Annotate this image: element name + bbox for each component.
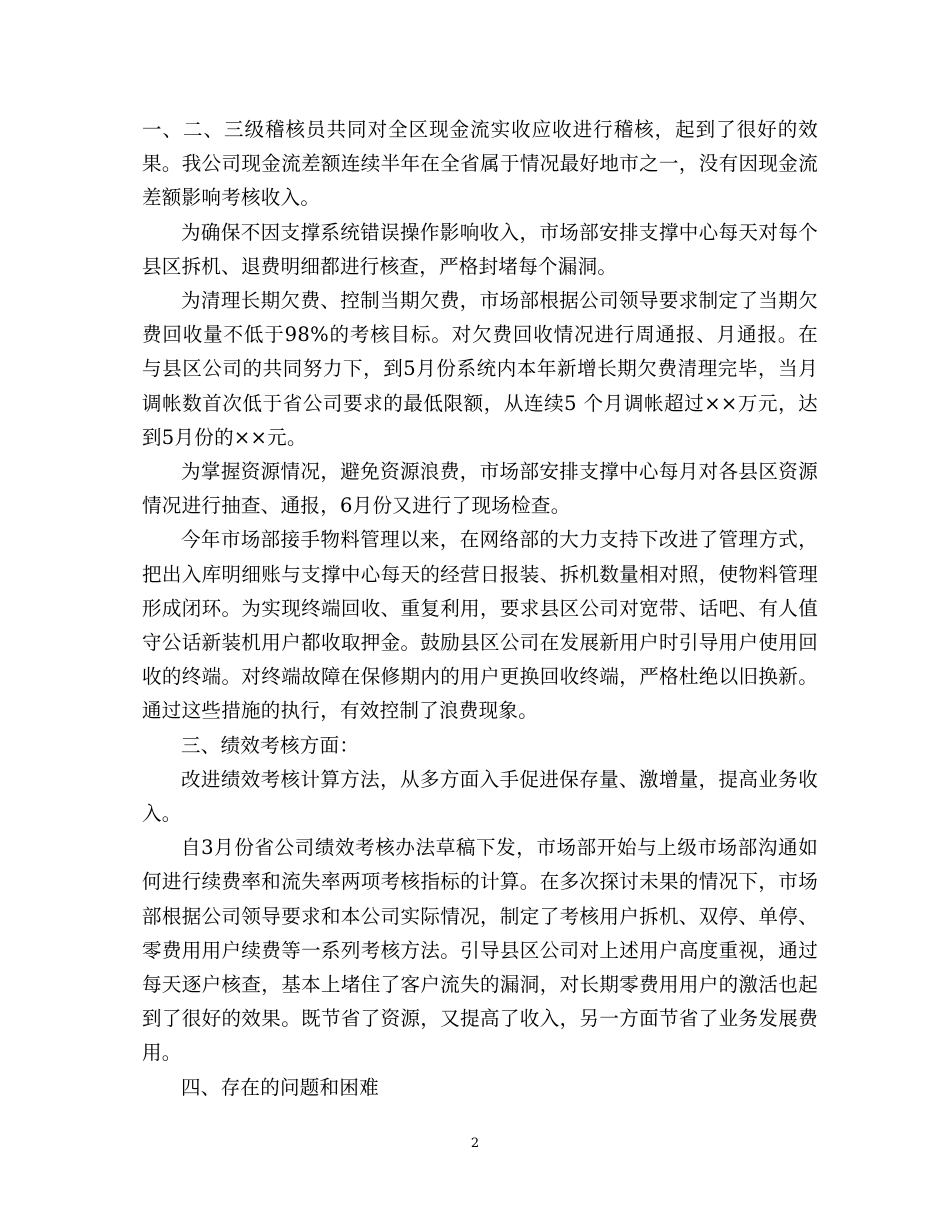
paragraph-0: 一、二、三级稽核员共同对全区现金流实收应收进行稽核，起到了很好的效果。我公司现金流差额连续半年在全省属于情况最好地市之一，没有因现金流差额影响考核收入。 xyxy=(142,118,818,210)
document-body xyxy=(142,113,818,1105)
paragraph-2: 为清理长期欠费、控制当期欠费，市场部根据公司领导要求制定了当期欠费回收量不低于98%的考核目标。对欠费回收情况进行周通报、月通报。在与县区公司的共同努力下，到5月份系统内本年新增长期欠费清理完毕，当月调帐数首次低于省公司要求的最低限额，从连续5 个月调帐超过××万元，达到5月份的××元。 xyxy=(142,289,818,449)
section-heading-performance: 三、绩效考核方面： xyxy=(181,733,360,757)
page-number: 2 xyxy=(470,1136,480,1151)
section-heading-problems: 四、存在的问题和困难 xyxy=(181,1075,380,1099)
paragraph-3: 为掌握资源情况，避免资源浪费，市场部安排支撑中心每月对各县区资源情况进行抽查、通报，6月份又进行了现场检查。 xyxy=(142,460,818,518)
paragraph-6: 改进绩效考核计算方法，从多方面入手促进保存量、激增量，提高业务收入。 xyxy=(142,767,818,826)
paragraph-7: 自3月份省公司绩效考核办法草稿下发，市场部开始与上级市场部沟通如何进行续费率和流失率两项考核指标的计算。在多次探讨未果的情况下，市场部根据公司领导要求和本公司实际情况，制定了考核用户拆机、双停、单停、零费用用户续费等一系列考核方法。引导县区公司对上述用户高度重视，通过每天逐户核查，基本上堵住了客户流失的漏洞，对长期零费用用户的激活也起到了很好的效果。既节省了资源，又提高了收入，另一方面节省了业务发展费用。 xyxy=(142,836,818,1065)
paragraph-1: 为确保不因支撑系统错误操作影响收入，市场部安排支撑中心每天对每个县区拆机、退费明细都进行核查，严格封堵每个漏洞。 xyxy=(142,220,818,278)
paragraph-4: 今年市场部接手物料管理以来，在网络部的大力支持下改进了管理方式，把出入库明细账与支撑中心每天的经营日报装、拆机数量相对照，使物料管理形成闭环。为实现终端回收、重复利用，要求县区公司对宽带、话吧、有人值守公话新装机用户都收取押金。鼓励县区公司在发展新用户时引导用户使用回收的终端。对终端故障在保修期内的用户更换回收终端，严格杜绝以旧换新。通过这些措施的执行，有效控制了浪费现象。 xyxy=(142,528,818,723)
